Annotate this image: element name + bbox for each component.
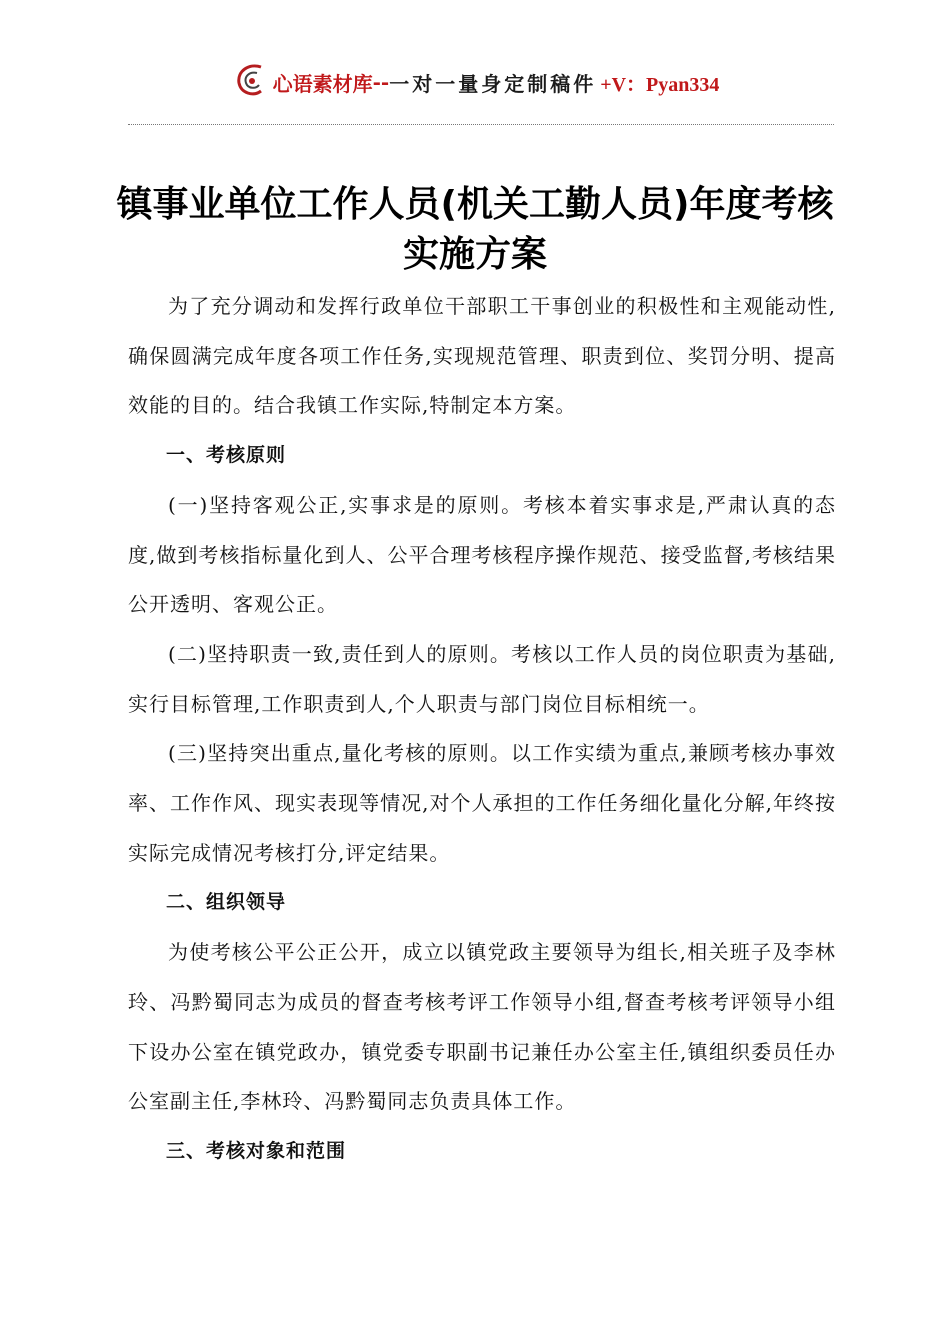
page-header	[0, 62, 950, 102]
principle-paragraph-3: (三)坚持突出重点,量化考核的原则。以工作实绩为重点,兼顾考核办事效率、工作作风、现实表现等情况,对个人承担的工作任务细化量化分解,年终按实际完成情况考核打分,评定结果。	[128, 741, 836, 865]
organization-paragraph: 为使考核公平公正公开，成立以镇党政主要领导为组长,相关班子及李林玲、冯黔蜀同志为成员的督查考核考评工作领导小组,督查考核考评领导小组下设办公室在镇党政办，镇党委专职副书记兼任办公室主任,镇组织委员任办公室副主任,李林玲、冯黔蜀同志负责具体工作。	[128, 940, 836, 1114]
principle-paragraph-1: (一)坚持客观公正,实事求是的原则。考核本着实事求是,严肃认真的态度,做到考核指标量化到人、公平合理考核程序操作规范、接受监督,考核结果公开透明、客观公正。	[128, 492, 836, 617]
document-title	[0, 180, 950, 280]
brand-name: 心语素材库	[272, 71, 373, 96]
principle-paragraph-2: (二)坚持职责一致,责任到人的原则。考核以工作人员的岗位职责为基础,实行目标管理,工作职责到人,个人职责与部门岗位目标相统一。	[128, 641, 836, 716]
document-body	[128, 282, 836, 1177]
header-divider	[128, 124, 834, 125]
section-heading-principles: 一、考核原则	[166, 444, 287, 467]
title-line-2: 实施方案	[402, 234, 547, 275]
section-heading-organization: 二、组织领导	[166, 891, 287, 914]
header-contact: +V：Pyan334	[600, 73, 720, 96]
header-banner	[231, 63, 720, 101]
title-line-1: 镇事业单位工作人员(机关工勤人员)年度考核	[116, 184, 834, 225]
intro-paragraph: 为了充分调动和发挥行政单位干部职工干事创业的积极性和主观能动性,确保圆满完成年度各项工作任务,实现规范管理、职责到位、奖罚分明、提高效能的目的。结合我镇工作实际,特制定本方案。	[128, 294, 836, 418]
logo-swirl-icon	[231, 61, 271, 99]
section-heading-scope: 三、考核对象和范围	[166, 1139, 347, 1162]
header-separator: --	[372, 70, 390, 94]
header-tagline: 一对一量身定制稿件	[389, 71, 597, 96]
